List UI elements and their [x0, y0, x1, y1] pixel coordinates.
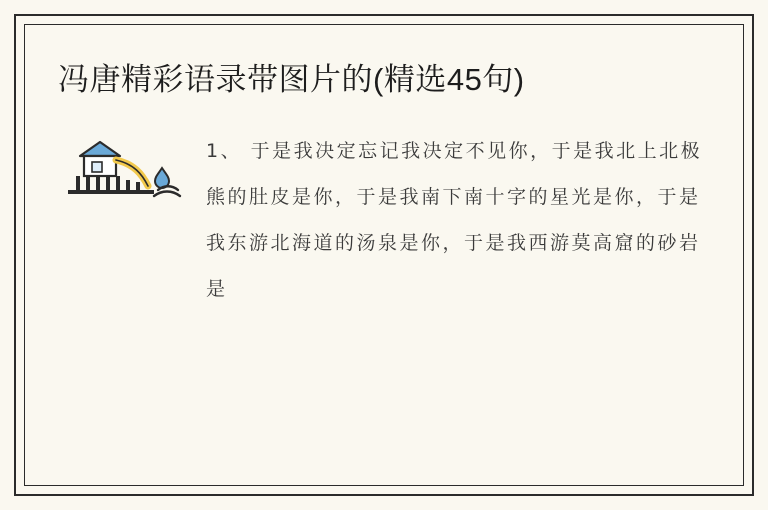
playground-slide-icon — [58, 128, 206, 312]
article-paragraph: 1、 于是我决定忘记我决定不见你，于是我北上北极熊的肚皮是你，于是我南下南十字的星光是你，于是我东游北海道的汤泉是你，于是我西游莫高窟的砂岩是 — [206, 140, 703, 300]
page-title: 冯唐精彩语录带图片的(精选45句) — [58, 62, 525, 97]
page-content — [44, 44, 724, 466]
article-body — [58, 128, 724, 312]
